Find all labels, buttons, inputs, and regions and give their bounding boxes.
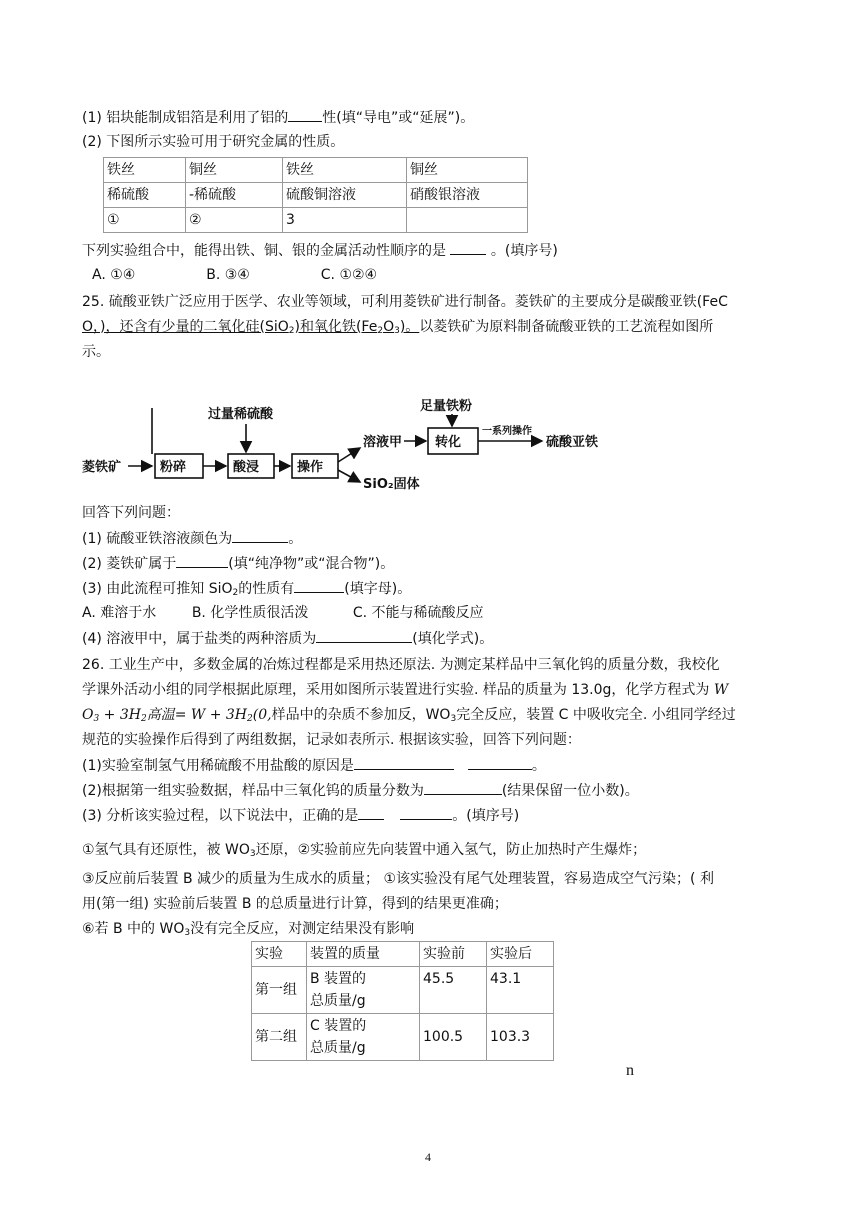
table-cell: 硝酸银溶液	[407, 183, 528, 208]
answer-blank[interactable]	[176, 553, 228, 568]
flow-label-operation: 操作	[297, 460, 324, 475]
table-cell: 铁丝	[104, 158, 186, 183]
q26-part1: (1)实验室制氢气用稀硫酸不用盐酸的原因是 。	[82, 755, 546, 776]
table-header: 装置的质量	[307, 942, 420, 967]
stray-character: n	[626, 1062, 634, 1079]
table-header: 实验后	[487, 942, 554, 967]
flow-arrow	[338, 448, 360, 462]
option-b[interactable]: B. ③④	[206, 267, 250, 283]
flow-label-crush: 粉碎	[160, 460, 187, 475]
flow-label-product: 硫酸亚铁	[546, 435, 599, 450]
page-number: 4	[425, 1150, 431, 1164]
answer-blank[interactable]	[294, 578, 344, 593]
q25-part2: (2) 菱铁矿属于 (填“纯净物”或“混合物”)。	[82, 553, 394, 574]
answer-blank[interactable]	[288, 107, 322, 122]
flow-label-ore: 菱铁矿	[82, 460, 122, 475]
table-cell: 103.3	[487, 1014, 554, 1061]
q25-stem-line2: O，)，还含有少量的二氧化硅(SiO$_2$)和氧化铁$(Fe_2O_3)$。以菱铁矿为原料制备硫酸亚铁的工艺流程如图所	[82, 319, 714, 336]
q24-options	[92, 265, 377, 285]
answer-blank[interactable]	[424, 780, 502, 795]
table-header: 实验	[252, 942, 307, 967]
q25-part3: (3) 由此流程可推知 SiO$_2$的性质有 (填字母)。	[82, 578, 411, 603]
q26-stem-line3: $O_3 + 3H_2$高温= $W + 3H_2(0$,样品中的杂质不参加反，$WO_3$完全反应，装置 C 中吸收完全. 小组同学经过	[82, 707, 736, 724]
answer-blank[interactable]	[316, 628, 412, 643]
flow-label-iron: 足量铁粉	[420, 399, 473, 414]
table-cell: 铜丝	[186, 158, 283, 183]
option-a[interactable]: A. ①④	[92, 267, 136, 283]
flow-label-solution: 溶液甲	[363, 435, 403, 450]
table-cell: 45.5	[420, 967, 487, 1014]
option-c[interactable]: C. ①②④	[320, 267, 378, 283]
q26-stem-line1: 26. 工业生产中，多数金属的冶炼过程都是采用热还原法. 为测定某样品中三氧化钨的质量分数，我校化	[82, 657, 720, 673]
q25-stem-line1: 25. 硫酸亚铁广泛应用于医学、农业等领域，可利用菱铁矿进行制备。菱铁矿的主要成分是碳酸亚铁(FeC	[82, 294, 728, 310]
flow-label-series: 一系列操作	[482, 426, 532, 437]
table-cell: 铜丝	[407, 158, 528, 183]
answer-blank[interactable]	[232, 528, 288, 543]
q26-statement-2: ③反应前后装置 B 减少的质量为生成水的质量； ①该实验没有尾气处理装置，容易造成空气污染；( 利	[82, 871, 714, 887]
q26-statement-3: 用(第一组) 实验前后装置 B 的总质量进行计算，得到的结果更准确；	[82, 896, 508, 912]
q26-data-table	[251, 941, 554, 1061]
q26-stem-line2: 学课外活动小组的同学根据此原理，采用如图所示装置进行实验. 样品的质量为 13.0g，化学方程式为 W	[82, 682, 729, 698]
q24-experiment-table	[103, 157, 528, 233]
q26-statement-1: ①氢气具有还原性，被 $WO_3$还原，②实验前应先向装置中通入氢气，防止加热时产生爆炸；	[82, 842, 647, 859]
table-header: 实验前	[420, 942, 487, 967]
table-cell: 第二组	[252, 1014, 307, 1061]
answer-blank[interactable]	[450, 240, 486, 255]
table-cell: -稀硫酸	[186, 183, 283, 208]
q26-part3: (3) 分析该实验过程，以下说法中，正确的是 。(填序号)	[82, 805, 519, 826]
answer-blank[interactable]	[468, 755, 532, 770]
table-cell: B 装置的 总质量/g	[307, 967, 420, 1014]
flow-label-leach: 酸浸	[233, 460, 260, 475]
table-row	[252, 967, 554, 1014]
q25-part4: (4) 溶液甲中，属于盐类的两种溶质为 (填化学式)。	[82, 628, 493, 649]
table-cell: 43.1	[487, 967, 554, 1014]
q25-stem-line3: 示。	[82, 344, 110, 360]
q26-statement-4: ⑥若 B 中的 $WO_3$没有完全反应，对测定结果没有影响	[82, 921, 415, 938]
q25-part1: (1) 硫酸亚铁溶液颜色为 。	[82, 528, 302, 549]
table-cell: 铁丝	[283, 158, 407, 183]
q24-part1: (1) 铝块能制成铝箔是利用了铝的 性(填“导电”或“延展”)。	[82, 107, 474, 128]
table-row	[252, 1014, 554, 1061]
table-cell	[407, 208, 528, 233]
q26-part2: (2)根据第一组实验数据，样品中三氧化钨的质量分数为 (结果保留一位小数)。	[82, 780, 639, 801]
table-cell: ②	[186, 208, 283, 233]
table-cell: 第一组	[252, 967, 307, 1014]
answer-blank[interactable]	[358, 805, 384, 820]
q25-options: A. 难溶于水 B. 化学性质很活泼 C. 不能与稀硫酸反应	[82, 605, 484, 621]
flow-label-acid: 过量稀硫酸	[208, 407, 274, 422]
q24-question: 下列实验组合中，能得出铁、铜、银的金属活动性顺序的是 。(填序号)	[82, 240, 558, 261]
answer-blank[interactable]	[354, 755, 454, 770]
flow-arrow	[338, 470, 360, 482]
q24-part2: (2) 下图所示实验可用于研究金属的性质。	[82, 134, 345, 150]
answer-blank[interactable]	[400, 805, 452, 820]
q26-stem-line4: 规范的实验操作后得到了两组数据，记录如表所示. 根据该实验，回答下列问题：	[82, 732, 581, 748]
q25-answer-heading: 回答下列问题：	[82, 505, 180, 521]
process-flow-diagram	[80, 388, 620, 498]
table-cell: 100.5	[420, 1014, 487, 1061]
table-cell: 3	[283, 208, 407, 233]
table-cell: 稀硫酸	[104, 183, 186, 208]
table-cell: 硫酸铜溶液	[283, 183, 407, 208]
table-cell: C 装置的 总质量/g	[307, 1014, 420, 1061]
table-cell: ①	[104, 208, 186, 233]
flow-label-convert: 转化	[435, 435, 462, 450]
flow-label-solid: SiO₂固体	[363, 477, 420, 492]
